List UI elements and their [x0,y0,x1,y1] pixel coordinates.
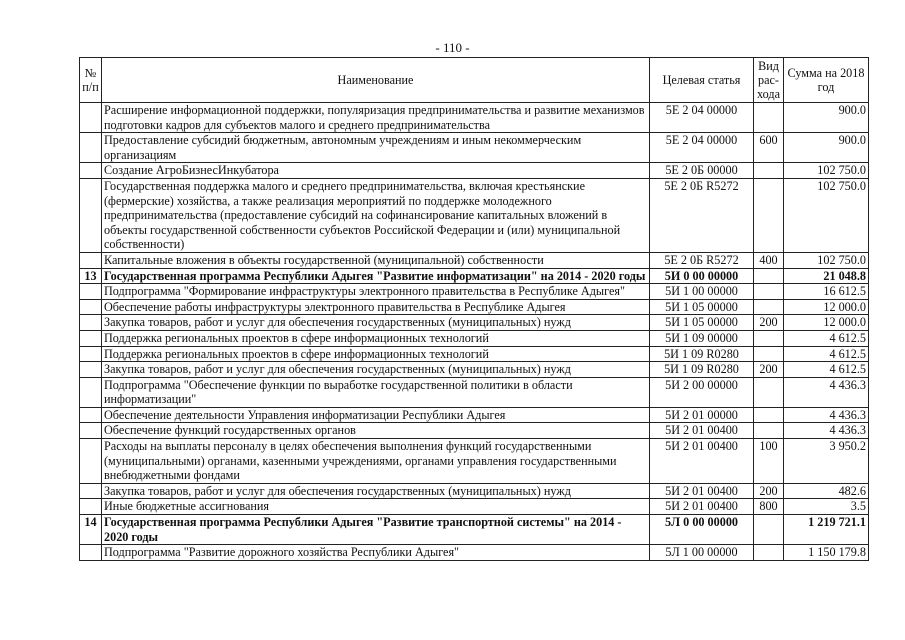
row-num: 13 [80,268,102,284]
row-name: Закупка товаров, работ и услуг для обеспечения государственных (муниципальных) нужд [102,483,650,499]
table-row [80,377,869,407]
row-sum: 900.0 [784,103,869,133]
row-sum: 1 219 721.1 [784,515,869,545]
table-row [80,499,869,515]
table-row [80,346,869,362]
row-num [80,407,102,423]
table-row [80,103,869,133]
row-code: 5И 2 01 00000 [650,407,754,423]
row-name: Поддержка региональных проектов в сфере информационных технологий [102,330,650,346]
row-code: 5И 2 00 00000 [650,377,754,407]
row-sum: 4 612.5 [784,346,869,362]
row-num [80,362,102,378]
row-code: 5И 2 01 00400 [650,439,754,484]
row-sum: 4 436.3 [784,423,869,439]
row-sum: 1 150 179.8 [784,545,869,561]
row-type [754,515,784,545]
row-num [80,252,102,268]
row-type [754,330,784,346]
row-name: Расширение информационной поддержки, популяризация предпринимательства и развитие механизмов подготовки кадров для субъектов малого и среднего предпринимательства [102,103,650,133]
row-code: 5Е 2 0Б R5272 [650,178,754,252]
row-sum: 102 750.0 [784,163,869,179]
row-num [80,330,102,346]
row-name: Иные бюджетные ассигнования [102,499,650,515]
row-code: 5Е 2 0Б R5272 [650,252,754,268]
row-type [754,163,784,179]
row-type [754,268,784,284]
row-sum: 16 612.5 [784,284,869,300]
row-sum: 482.6 [784,483,869,499]
row-type: 100 [754,439,784,484]
row-name: Обеспечение работы инфраструктуры электронного правительства в Республике Адыгея [102,299,650,315]
row-sum: 12 000.0 [784,315,869,331]
row-type [754,284,784,300]
row-sum: 4 612.5 [784,362,869,378]
row-type: 600 [754,133,784,163]
row-type [754,377,784,407]
row-code: 5И 1 09 R0280 [650,346,754,362]
row-num [80,299,102,315]
row-name: Государственная программа Республики Адыгея "Развитие транспортной системы" на 2014 - 2020 годы [102,515,650,545]
row-sum: 4 612.5 [784,330,869,346]
row-sum: 12 000.0 [784,299,869,315]
row-sum: 21 048.8 [784,268,869,284]
row-num [80,178,102,252]
row-code: 5Е 2 0Б 00000 [650,163,754,179]
row-code: 5Е 2 04 00000 [650,103,754,133]
row-name: Государственная программа Республики Адыгея "Развитие информатизации" на 2014 - 2020 годы [102,268,650,284]
row-name: Обеспечение деятельности Управления информатизации Республики Адыгея [102,407,650,423]
table-row [80,284,869,300]
row-num [80,377,102,407]
header-code: Целевая статья [650,58,754,103]
row-sum: 3 950.2 [784,439,869,484]
row-num [80,315,102,331]
row-type [754,178,784,252]
table-row [80,178,869,252]
table-row [80,407,869,423]
row-code: 5И 1 05 00000 [650,315,754,331]
row-name: Расходы на выплаты персоналу в целях обеспечения выполнения функций государственными (муниципальными) органами, казенными учреждениями, органами управления государственными внебюджетными фондами [102,439,650,484]
header-type: Вид рас-хода [754,58,784,103]
row-type [754,346,784,362]
row-code: 5Л 0 00 00000 [650,515,754,545]
row-name: Подпрограмма "Обеспечение функции по выработке государственной политики в области информатизации" [102,377,650,407]
header-name: Наименование [102,58,650,103]
row-code: 5И 2 01 00400 [650,483,754,499]
table-row [80,483,869,499]
row-sum: 4 436.3 [784,377,869,407]
row-type: 800 [754,499,784,515]
row-name: Капитальные вложения в объекты государственной (муниципальной) собственности [102,252,650,268]
row-code: 5Л 1 00 00000 [650,545,754,561]
page-number: - 110 - [435,40,470,55]
table-row [80,545,869,561]
row-type [754,103,784,133]
row-type [754,545,784,561]
header-sum: Сумма на 2018 год [784,58,869,103]
row-sum: 4 436.3 [784,407,869,423]
row-name: Государственная поддержка малого и среднего предпринимательства, включая крестьянские (фермерские) хозяйства, а также реализация мероприятий по поддержке молодежного предпринимательства (предоставление субсидий на софинансирование капитальных вложений в объекты государственной собственности субъектов Российской Федерации и (или) муниципальной собственности) [102,178,650,252]
row-name: Предоставление субсидий бюджетным, автономным учреждениям и иным некоммерческим организациям [102,133,650,163]
table-row [80,315,869,331]
row-sum: 900.0 [784,133,869,163]
row-code: 5И 2 01 00400 [650,423,754,439]
table-row [80,439,869,484]
row-type [754,299,784,315]
row-num [80,483,102,499]
row-num [80,499,102,515]
row-num: 14 [80,515,102,545]
row-type [754,423,784,439]
table-row [80,423,869,439]
row-code: 5И 1 00 00000 [650,284,754,300]
row-num [80,133,102,163]
table-row [80,362,869,378]
row-type: 200 [754,362,784,378]
row-num [80,103,102,133]
row-name: Поддержка региональных проектов в сфере информационных технологий [102,346,650,362]
row-num [80,545,102,561]
row-num [80,439,102,484]
row-code: 5Е 2 04 00000 [650,133,754,163]
row-type: 200 [754,483,784,499]
table-row-program [80,515,869,545]
row-num [80,423,102,439]
row-name: Подпрограмма "Формирование инфраструктуры электронного правительства в Республике Адыгея" [102,284,650,300]
row-type [754,407,784,423]
row-code: 5И 0 00 00000 [650,268,754,284]
row-sum: 3.5 [784,499,869,515]
budget-table [79,57,869,561]
row-num [80,163,102,179]
table-row [80,299,869,315]
table-row [80,163,869,179]
table-row [80,252,869,268]
table-row-program [80,268,869,284]
row-num [80,346,102,362]
row-code: 5И 1 09 00000 [650,330,754,346]
table-header-row [80,58,869,103]
row-name: Создание АгроБизнесИнкубатора [102,163,650,179]
row-name: Закупка товаров, работ и услуг для обеспечения государственных (муниципальных) нужд [102,315,650,331]
row-name: Подпрограмма "Развитие дорожного хозяйства Республики Адыгея" [102,545,650,561]
row-code: 5И 1 09 R0280 [650,362,754,378]
row-type: 200 [754,315,784,331]
row-code: 5И 2 01 00400 [650,499,754,515]
table-row [80,330,869,346]
table-row [80,133,869,163]
row-type: 400 [754,252,784,268]
header-num: № п/п [80,58,102,103]
row-num [80,284,102,300]
row-name: Закупка товаров, работ и услуг для обеспечения государственных (муниципальных) нужд [102,362,650,378]
row-sum: 102 750.0 [784,178,869,252]
row-sum: 102 750.0 [784,252,869,268]
row-code: 5И 1 05 00000 [650,299,754,315]
row-name: Обеспечение функций государственных органов [102,423,650,439]
